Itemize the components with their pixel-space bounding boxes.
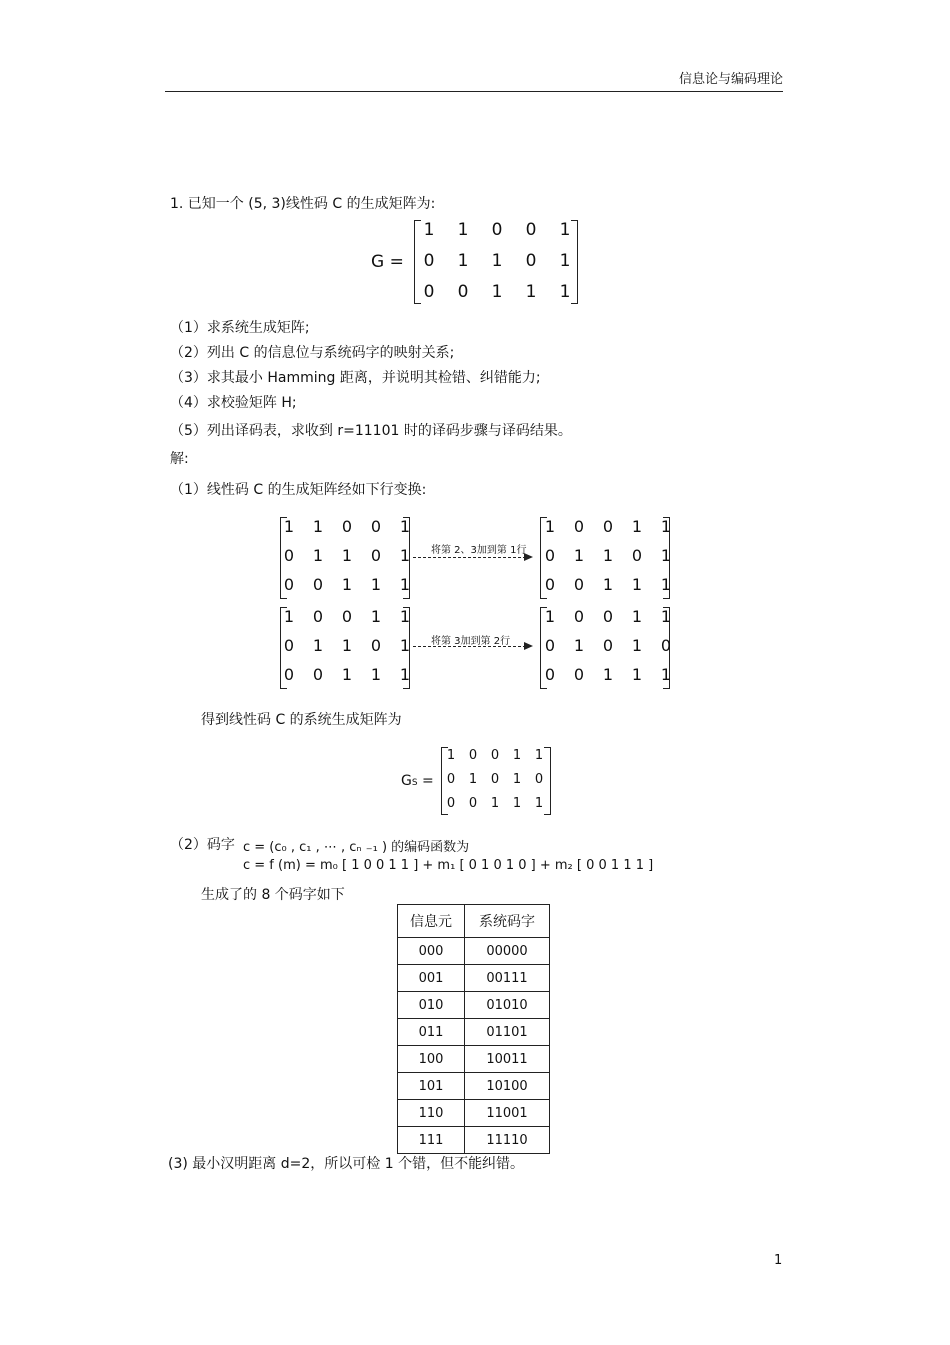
matrix-cell: 1 — [399, 546, 411, 565]
table-row — [398, 1100, 550, 1127]
table-row — [398, 938, 550, 965]
table-cell: 10100 — [465, 1073, 550, 1100]
matrix-cell: 0 — [491, 220, 503, 240]
step2-to-matrix — [540, 607, 670, 689]
matrix-cell: 0 — [490, 748, 500, 763]
matrix-cell: 1 — [341, 636, 353, 655]
table-cell: 111 — [398, 1127, 465, 1154]
matrix-cell: 1 — [512, 796, 522, 811]
matrix-cell: 1 — [491, 251, 503, 271]
matrix-cell: 1 — [660, 546, 672, 565]
matrix-cell: 1 — [559, 282, 571, 302]
matrix-cell: 1 — [660, 575, 672, 594]
part2-function: c = f (m) = m₀ [ 1 0 0 1 1 ] + m₁ [ 0 1 0 1 0 ] + m₂ [ 0 0 1 1 1 ] — [243, 858, 654, 873]
matrix-g-label: G = — [371, 252, 404, 272]
table-cell: 01010 — [465, 992, 550, 1019]
table-cell: 00000 — [465, 938, 550, 965]
question-1: （1）求系统生成矩阵; — [170, 320, 310, 336]
question-5: （5）列出译码表，求收到 r=11101 时的译码步骤与译码结果。 — [170, 423, 572, 439]
problem-statement: 1. 已知一个 (5, 3)线性码 C 的生成矩阵为: — [170, 196, 436, 212]
step1-from-matrix — [280, 517, 410, 599]
matrix-cell: 0 — [283, 546, 295, 565]
matrix-cell: 1 — [490, 796, 500, 811]
table-cell: 000 — [398, 938, 465, 965]
matrix-cell: 1 — [370, 665, 382, 684]
header-rule — [165, 91, 783, 92]
part3-text: (3) 最小汉明距离 d=2，所以可检 1 个错，但不能纠错。 — [168, 1156, 525, 1172]
matrix-cell: 0 — [468, 796, 478, 811]
matrix-cell: 0 — [446, 796, 456, 811]
matrix-cell: 0 — [544, 665, 556, 684]
matrix-cell: 1 — [602, 575, 614, 594]
matrix-cell: 1 — [602, 546, 614, 565]
table-cell: 011 — [398, 1019, 465, 1046]
question-4: （4）求校验矩阵 H; — [170, 395, 297, 411]
matrix-cell: 1 — [399, 575, 411, 594]
matrix-cell: 0 — [312, 575, 324, 594]
matrix-cell: 0 — [283, 636, 295, 655]
matrix-cell: 1 — [573, 546, 585, 565]
table-row — [398, 1019, 550, 1046]
matrix-cell: 0 — [423, 251, 435, 271]
matrix-cell: 1 — [559, 220, 571, 240]
matrix-cell: 0 — [341, 517, 353, 536]
matrix-cell: 1 — [602, 665, 614, 684]
matrix-cell: 1 — [283, 517, 295, 536]
codeword-table — [397, 904, 550, 1154]
matrix-cell: 0 — [341, 607, 353, 626]
question-3: （3）求其最小 Hamming 距离，并说明其检错、纠错能力; — [170, 370, 541, 386]
table-row — [398, 1127, 550, 1154]
matrix-cell: 1 — [660, 665, 672, 684]
page-number: 1 — [774, 1253, 783, 1268]
matrix-cell: 0 — [660, 636, 672, 655]
matrix-cell: 1 — [312, 636, 324, 655]
matrix-cell: 1 — [341, 575, 353, 594]
gs-letter: G — [401, 773, 412, 789]
matrix-cell: 1 — [512, 772, 522, 787]
matrix-cell: 0 — [544, 636, 556, 655]
matrix-cell: 1 — [631, 665, 643, 684]
table-header-row — [398, 905, 550, 938]
table-cell: 110 — [398, 1100, 465, 1127]
matrix-cell: 1 — [573, 636, 585, 655]
matrix-g — [414, 220, 578, 304]
matrix-cell: 0 — [602, 636, 614, 655]
matrix-cell: 1 — [525, 282, 537, 302]
matrix-cell: 0 — [573, 517, 585, 536]
table-row — [398, 1073, 550, 1100]
matrix-cell: 1 — [341, 665, 353, 684]
matrix-cell: 0 — [370, 546, 382, 565]
matrix-cell: 0 — [544, 575, 556, 594]
matrix-cell: 0 — [370, 636, 382, 655]
table-cell: 11110 — [465, 1127, 550, 1154]
matrix-cell: 0 — [370, 517, 382, 536]
matrix-cell: 1 — [631, 607, 643, 626]
matrix-cell: 1 — [399, 607, 411, 626]
matrix-gs-label — [401, 773, 434, 789]
solution-label: 解: — [170, 451, 189, 467]
matrix-cell: 1 — [423, 220, 435, 240]
table-cell: 001 — [398, 965, 465, 992]
table-cell: 10011 — [465, 1046, 550, 1073]
matrix-cell: 0 — [631, 546, 643, 565]
table-cell: 11001 — [465, 1100, 550, 1127]
matrix-cell: 1 — [631, 517, 643, 536]
matrix-cell: 1 — [399, 665, 411, 684]
matrix-cell: 0 — [457, 282, 469, 302]
step1-arrow — [413, 557, 531, 558]
matrix-cell: 1 — [457, 220, 469, 240]
matrix-cell: 0 — [525, 220, 537, 240]
table-cell: 00111 — [465, 965, 550, 992]
matrix-cell: 0 — [534, 772, 544, 787]
matrix-cell: 1 — [341, 546, 353, 565]
matrix-cell: 1 — [534, 748, 544, 763]
step2-arrow — [413, 646, 531, 647]
matrix-cell: 1 — [544, 607, 556, 626]
matrix-cell: 1 — [283, 607, 295, 626]
table-cell: 01101 — [465, 1019, 550, 1046]
table-row — [398, 992, 550, 1019]
matrix-cell: 1 — [660, 517, 672, 536]
matrix-cell: 0 — [468, 748, 478, 763]
step1-to-matrix — [540, 517, 670, 599]
matrix-cell: 1 — [312, 546, 324, 565]
matrix-cell: 1 — [312, 517, 324, 536]
part2-formula: c = (c₀ , c₁ , ⋯ , cₙ ₋₁ ) 的编码函数为 — [243, 840, 470, 855]
matrix-cell: 0 — [544, 546, 556, 565]
question-2: （2）列出 C 的信息位与系统码字的映射关系; — [170, 345, 455, 361]
table-row — [398, 1046, 550, 1073]
matrix-cell: 0 — [573, 575, 585, 594]
matrix-cell: 0 — [525, 251, 537, 271]
matrix-cell: 0 — [573, 607, 585, 626]
step2-operation: 将第 3加到第 2行 — [431, 636, 511, 647]
matrix-cell: 1 — [399, 636, 411, 655]
matrix-cell: 1 — [370, 575, 382, 594]
matrix-cell: 1 — [559, 251, 571, 271]
generated-text: 生成了的 8 个码字如下 — [201, 887, 345, 903]
matrix-cell: 1 — [446, 748, 456, 763]
matrix-cell: 1 — [631, 636, 643, 655]
matrix-cell: 1 — [544, 517, 556, 536]
matrix-cell: 0 — [602, 607, 614, 626]
matrix-cell: 1 — [491, 282, 503, 302]
matrix-cell: 1 — [534, 796, 544, 811]
matrix-cell: 0 — [490, 772, 500, 787]
table-cell: 010 — [398, 992, 465, 1019]
table-cell: 100 — [398, 1046, 465, 1073]
matrix-cell: 0 — [283, 575, 295, 594]
part1-intro: （1）线性码 C 的生成矩阵经如下行变换: — [170, 482, 427, 498]
matrix-cell: 1 — [512, 748, 522, 763]
table-row — [398, 965, 550, 992]
step1-operation: 将第 2、3加到第 1行 — [431, 545, 527, 556]
matrix-cell: 0 — [573, 665, 585, 684]
result-text: 得到线性码 C 的系统生成矩阵为 — [201, 712, 402, 728]
header-info: 信息元 — [398, 905, 465, 938]
matrix-cell: 1 — [370, 607, 382, 626]
gs-equals: = — [422, 773, 434, 789]
matrix-cell: 1 — [631, 575, 643, 594]
header-title: 信息论与编码理论 — [678, 72, 783, 87]
part2-prefix: （2）码字 — [170, 837, 235, 853]
matrix-cell: 1 — [457, 251, 469, 271]
matrix-cell: 0 — [312, 607, 324, 626]
matrix-cell: 0 — [602, 517, 614, 536]
header-codeword: 系统码字 — [465, 905, 550, 938]
matrix-cell: 0 — [423, 282, 435, 302]
step2-from-matrix — [280, 607, 410, 689]
matrix-cell: 0 — [312, 665, 324, 684]
matrix-cell: 1 — [468, 772, 478, 787]
matrix-gs — [441, 747, 551, 815]
matrix-cell: 0 — [283, 665, 295, 684]
matrix-cell: 1 — [399, 517, 411, 536]
matrix-cell: 0 — [446, 772, 456, 787]
matrix-cell: 1 — [660, 607, 672, 626]
table-cell: 101 — [398, 1073, 465, 1100]
gs-subscript: S — [411, 778, 418, 788]
